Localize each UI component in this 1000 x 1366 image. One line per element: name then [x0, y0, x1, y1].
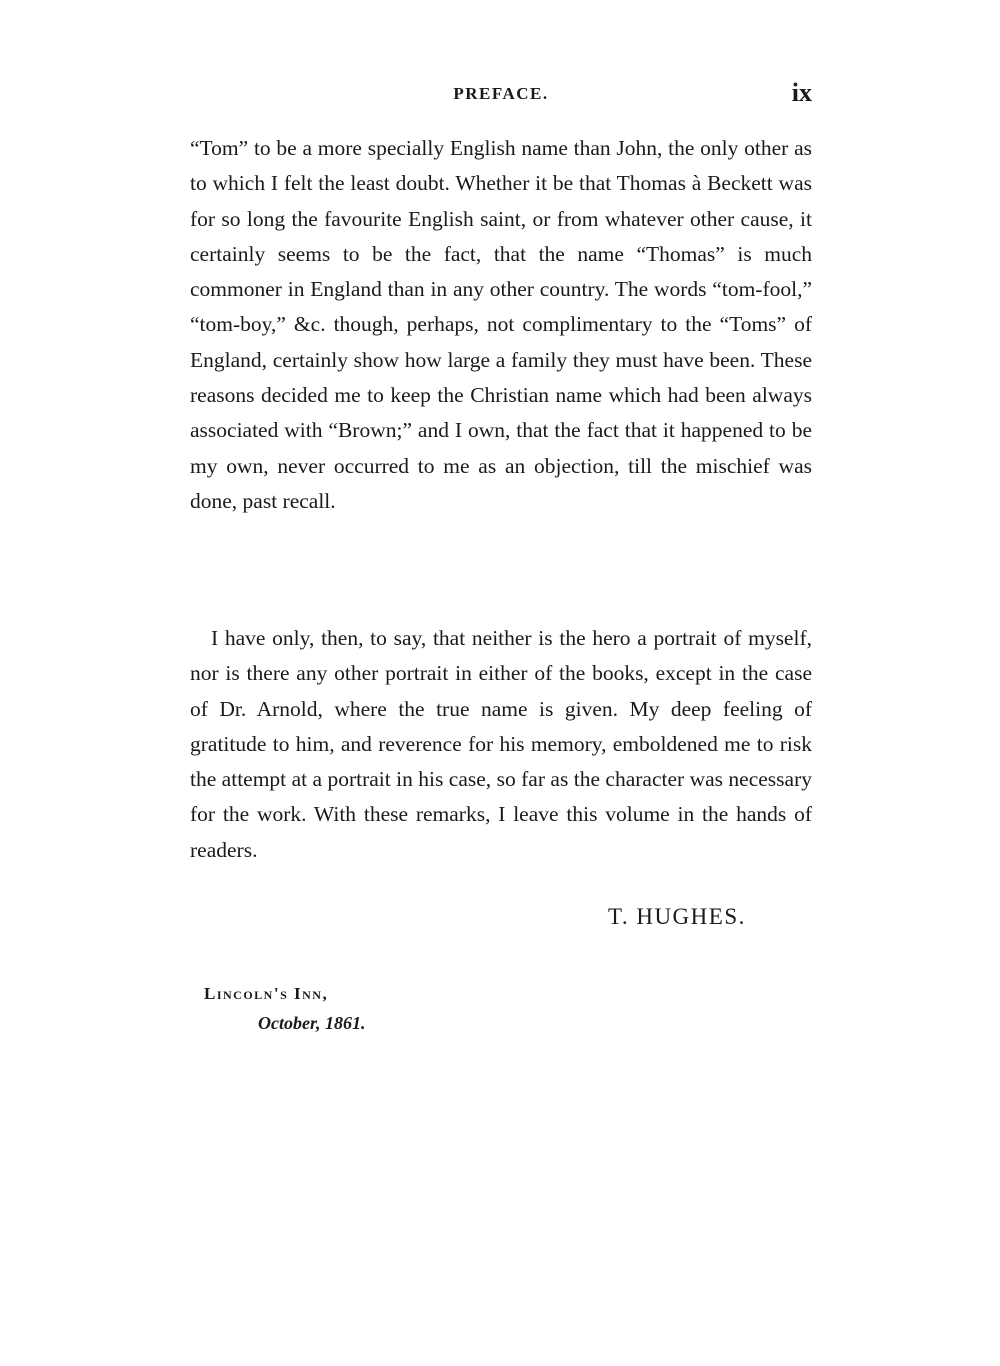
page-number: ix: [791, 78, 812, 107]
running-head: [190, 78, 812, 112]
author-signature: T. HUGHES.: [608, 904, 746, 929]
date-line: October, 1861.: [258, 1013, 366, 1033]
body-paragraph-2: I have only, then, to say, that neither is the hero a portrait of myself, nor is there any other portrait in either of the books, except in the case of Dr. Arnold, where the true name is given. My deep feeling of gratitude to him, and reverence for his memory, emboldened me to risk the attempt at a portrait in his case, so far as the character was necessary for the work. With these remarks, I leave this volume in the hands of readers.: [190, 626, 812, 862]
place-line: Lincoln's Inn,: [204, 984, 329, 1003]
page-title: PREFACE.: [453, 84, 549, 103]
body-paragraph-1: “Tom” to be a more specially English name than John, the only other as to which I felt the least doubt. Whether it be that Thomas à Beckett was for so long the favourite English saint, or from whatever other cause, it certainly seems to be the fact, that the name “Thomas” is much commoner in England than in any other country. The words “tom-fool,” “tom-boy,” &c. though, perhaps, not complimentary to the “Toms” of England, certainly show how large a family they must have been. These reasons decided me to keep the Christian name which had been always associated with “Brown;” and I own, that the fact that it happened to be my own, never occurred to me as an objection, till the mischief was done, past recall.: [190, 136, 812, 513]
